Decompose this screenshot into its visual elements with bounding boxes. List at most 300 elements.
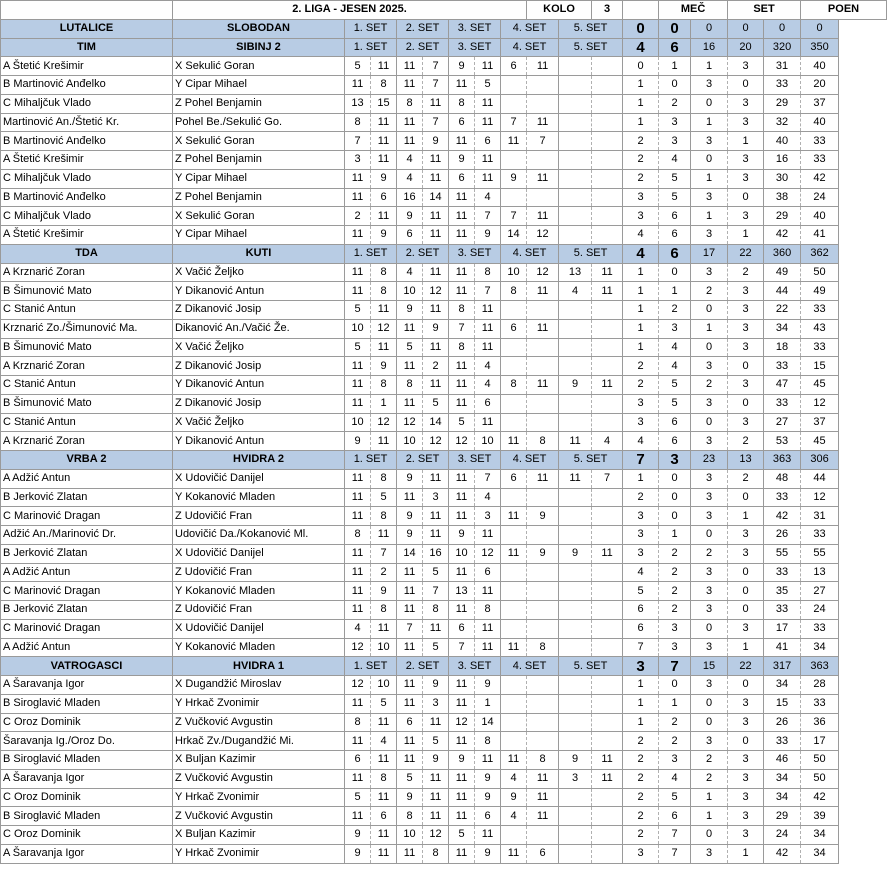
set-score-away: 11 bbox=[527, 57, 559, 76]
set-score-home: 11 bbox=[501, 844, 527, 863]
home-player: C Mihaljčuk Vlado bbox=[1, 169, 173, 188]
set-score-away bbox=[527, 488, 559, 507]
running-match-away: 5 bbox=[659, 376, 691, 395]
points-home: 53 bbox=[764, 432, 801, 451]
sets-won-away: 3 bbox=[728, 207, 764, 226]
sets-won-away: 3 bbox=[728, 413, 764, 432]
set-score-away: 11 bbox=[475, 582, 501, 601]
home-player: A Šaravanja Igor bbox=[1, 676, 173, 695]
home-player: B Martinović Anđelko bbox=[1, 188, 173, 207]
game-row bbox=[1, 694, 887, 713]
match-score-home: 3 bbox=[623, 657, 659, 676]
set-score-away: 11 bbox=[475, 301, 501, 320]
set-score-away: 11 bbox=[475, 338, 501, 357]
running-match-away: 3 bbox=[659, 132, 691, 151]
set-score-home: 10 bbox=[397, 826, 423, 845]
set-score-home: 8 bbox=[345, 526, 371, 545]
game-row bbox=[1, 282, 887, 301]
set-score-home bbox=[559, 488, 592, 507]
running-match-home: 1 bbox=[623, 76, 659, 95]
points-home: 24 bbox=[764, 826, 801, 845]
sets-won-away: 3 bbox=[728, 282, 764, 301]
set-score-home: 8 bbox=[449, 94, 475, 113]
set-score-away bbox=[527, 713, 559, 732]
set-label: 4. SET bbox=[501, 451, 559, 470]
points-home: 48 bbox=[764, 469, 801, 488]
set-label: 2. SET bbox=[397, 38, 449, 57]
set-score-away: 11 bbox=[423, 788, 449, 807]
sets-won-away: 0 bbox=[728, 732, 764, 751]
set-score-home: 10 bbox=[345, 413, 371, 432]
set-score-away: 2 bbox=[371, 563, 397, 582]
points-away: 33 bbox=[801, 151, 839, 170]
set-score-away bbox=[592, 619, 623, 638]
set-score-home: 11 bbox=[449, 601, 475, 620]
away-player: Z Vučković Avgustin bbox=[173, 769, 345, 788]
title-row bbox=[1, 1, 887, 20]
set-score-home bbox=[559, 601, 592, 620]
match-score-home: 4 bbox=[623, 244, 659, 263]
running-match-home: 2 bbox=[623, 132, 659, 151]
sets-won-away: 1 bbox=[728, 638, 764, 657]
set-score-away: 9 bbox=[475, 226, 501, 245]
sets-won-home: 3 bbox=[691, 226, 728, 245]
set-score-away: 8 bbox=[371, 76, 397, 95]
set-score-home: 11 bbox=[397, 563, 423, 582]
set-score-away: 11 bbox=[371, 301, 397, 320]
sets-won-home: 3 bbox=[691, 263, 728, 282]
points-home: 26 bbox=[764, 526, 801, 545]
away-player: X Sekulić Goran bbox=[173, 57, 345, 76]
sets-won-away: 3 bbox=[728, 788, 764, 807]
match-header-row bbox=[1, 244, 887, 263]
match-header-row bbox=[1, 451, 887, 470]
set-score-home bbox=[559, 57, 592, 76]
sets-won-home: 3 bbox=[691, 601, 728, 620]
set-score-away bbox=[527, 94, 559, 113]
sets-won-home: 1 bbox=[691, 57, 728, 76]
set-score-away: 11 bbox=[423, 94, 449, 113]
running-match-away: 5 bbox=[659, 788, 691, 807]
set-score-home bbox=[501, 619, 527, 638]
points-home: 55 bbox=[764, 544, 801, 563]
set-score-home: 10 bbox=[397, 282, 423, 301]
set-score-home bbox=[501, 713, 527, 732]
set-score-away: 9 bbox=[475, 769, 501, 788]
running-match-away: 5 bbox=[659, 394, 691, 413]
game-row bbox=[1, 188, 887, 207]
running-match-away: 3 bbox=[659, 113, 691, 132]
sets-won-home: 3 bbox=[691, 188, 728, 207]
set-score-away: 12 bbox=[371, 319, 397, 338]
away-player: Y Hrkač Zvonimir bbox=[173, 788, 345, 807]
set-score-home: 11 bbox=[397, 732, 423, 751]
set-score-away: 11 bbox=[423, 469, 449, 488]
home-player: A Šaravanja Igor bbox=[1, 769, 173, 788]
points-home: 16 bbox=[764, 151, 801, 170]
set-score-away: 11 bbox=[423, 207, 449, 226]
running-match-home: 1 bbox=[623, 694, 659, 713]
running-match-home: 2 bbox=[623, 751, 659, 770]
set-score-home: 12 bbox=[449, 432, 475, 451]
set-score-away: 12 bbox=[423, 432, 449, 451]
set-score-away bbox=[592, 338, 623, 357]
points-home: 15 bbox=[764, 694, 801, 713]
set-score-away: 9 bbox=[423, 676, 449, 695]
set-score-away: 11 bbox=[423, 807, 449, 826]
away-player: Y Cipar Mihael bbox=[173, 226, 345, 245]
sets-won-home: 3 bbox=[691, 488, 728, 507]
set-score-home: 14 bbox=[501, 226, 527, 245]
set-score-away: 8 bbox=[423, 844, 449, 863]
set-score-away: 6 bbox=[371, 807, 397, 826]
set-total-away: 20 bbox=[728, 38, 764, 57]
sets-won-away: 3 bbox=[728, 769, 764, 788]
sets-won-home: 1 bbox=[691, 788, 728, 807]
running-match-away: 5 bbox=[659, 188, 691, 207]
away-player: X Udovičić Danijel bbox=[173, 619, 345, 638]
set-score-away: 4 bbox=[475, 357, 501, 376]
points-home: 40 bbox=[764, 132, 801, 151]
set-score-away bbox=[592, 301, 623, 320]
set-score-home: 13 bbox=[449, 582, 475, 601]
game-row bbox=[1, 319, 887, 338]
game-row bbox=[1, 113, 887, 132]
sets-won-away: 3 bbox=[728, 751, 764, 770]
game-row bbox=[1, 488, 887, 507]
set-score-home: 11 bbox=[397, 582, 423, 601]
game-row bbox=[1, 526, 887, 545]
set-score-away: 11 bbox=[527, 113, 559, 132]
set-score-away: 10 bbox=[371, 638, 397, 657]
away-player: X Sekulić Goran bbox=[173, 207, 345, 226]
running-match-away: 2 bbox=[659, 732, 691, 751]
set-score-away bbox=[592, 788, 623, 807]
set-score-home: 11 bbox=[345, 263, 371, 282]
set-score-away: 8 bbox=[371, 376, 397, 395]
sets-won-away: 0 bbox=[728, 357, 764, 376]
running-match-away: 4 bbox=[659, 357, 691, 376]
set-score-home: 10 bbox=[501, 263, 527, 282]
set-score-away: 8 bbox=[527, 432, 559, 451]
points-home: 33 bbox=[764, 563, 801, 582]
away-player: Hrkač Zv./Dugandžić Mi. bbox=[173, 732, 345, 751]
game-row bbox=[1, 57, 887, 76]
set-score-away: 11 bbox=[592, 282, 623, 301]
running-match-away: 1 bbox=[659, 57, 691, 76]
set-score-away: 11 bbox=[475, 526, 501, 545]
set-label: 1. SET bbox=[345, 451, 397, 470]
set-score-home: 9 bbox=[501, 169, 527, 188]
set-score-home: 11 bbox=[449, 226, 475, 245]
set-score-away bbox=[527, 826, 559, 845]
away-player: X Buljan Kazimir bbox=[173, 751, 345, 770]
set-score-home bbox=[559, 413, 592, 432]
set-score-home bbox=[559, 113, 592, 132]
home-player: B Siroglavić Mladen bbox=[1, 807, 173, 826]
set-score-away: 1 bbox=[371, 394, 397, 413]
set-label: 1. SET bbox=[345, 244, 397, 263]
running-match-home: 2 bbox=[623, 488, 659, 507]
set-label: 1. SET bbox=[345, 657, 397, 676]
sets-won-home: 0 bbox=[691, 526, 728, 545]
sets-won-home: 0 bbox=[691, 619, 728, 638]
set-score-home: 5 bbox=[449, 826, 475, 845]
set-score-home: 3 bbox=[559, 769, 592, 788]
sets-won-away: 1 bbox=[728, 226, 764, 245]
set-score-home: 11 bbox=[345, 394, 371, 413]
home-player: Šaravanja Ig./Oroz Do. bbox=[1, 732, 173, 751]
points-away: 40 bbox=[801, 207, 839, 226]
set-score-home: 11 bbox=[345, 169, 371, 188]
set-score-away bbox=[527, 394, 559, 413]
set-score-away: 6 bbox=[475, 807, 501, 826]
set-total-home: 16 bbox=[691, 38, 728, 57]
running-match-home: 1 bbox=[623, 338, 659, 357]
points-away: 33 bbox=[801, 338, 839, 357]
game-row bbox=[1, 788, 887, 807]
set-total-home: 15 bbox=[691, 657, 728, 676]
points-home: 46 bbox=[764, 751, 801, 770]
set-score-home: 6 bbox=[501, 57, 527, 76]
sets-won-home: 3 bbox=[691, 563, 728, 582]
sets-won-home: 0 bbox=[691, 413, 728, 432]
points-away: 12 bbox=[801, 488, 839, 507]
set-label: 5. SET bbox=[559, 244, 623, 263]
away-player: Z Dikanović Josip bbox=[173, 301, 345, 320]
set-label: 2. SET bbox=[397, 19, 449, 38]
set-score-home bbox=[559, 394, 592, 413]
set-score-home: 9 bbox=[559, 376, 592, 395]
home-player: A Štetić Krešimir bbox=[1, 226, 173, 245]
set-score-home: 12 bbox=[449, 713, 475, 732]
set-score-away bbox=[592, 169, 623, 188]
points-home: 33 bbox=[764, 488, 801, 507]
set-score-away: 3 bbox=[475, 507, 501, 526]
set-score-away bbox=[592, 694, 623, 713]
running-match-away: 3 bbox=[659, 619, 691, 638]
set-score-home bbox=[559, 207, 592, 226]
set-score-away: 9 bbox=[475, 844, 501, 863]
running-match-home: 1 bbox=[623, 469, 659, 488]
set-score-away: 11 bbox=[475, 619, 501, 638]
sets-won-home: 3 bbox=[691, 394, 728, 413]
points-total-home: 360 bbox=[764, 244, 801, 263]
set-score-away: 11 bbox=[371, 826, 397, 845]
set-score-away: 8 bbox=[527, 638, 559, 657]
match-header-row bbox=[1, 38, 887, 57]
game-row bbox=[1, 169, 887, 188]
set-score-home: 11 bbox=[501, 638, 527, 657]
set-label: 2. SET bbox=[397, 451, 449, 470]
sets-won-away: 3 bbox=[728, 376, 764, 395]
set-score-away: 4 bbox=[371, 732, 397, 751]
set-score-home: 11 bbox=[501, 432, 527, 451]
set-score-away: 4 bbox=[592, 432, 623, 451]
set-score-away: 11 bbox=[423, 226, 449, 245]
points-home: 33 bbox=[764, 76, 801, 95]
home-player: B Jerković Zlatan bbox=[1, 601, 173, 620]
set-score-home: 11 bbox=[449, 563, 475, 582]
set-score-home bbox=[501, 76, 527, 95]
set-score-home: 11 bbox=[449, 188, 475, 207]
set-score-home: 11 bbox=[397, 844, 423, 863]
running-match-home: 1 bbox=[623, 319, 659, 338]
set-score-home: 7 bbox=[345, 132, 371, 151]
set-score-away: 5 bbox=[371, 694, 397, 713]
set-score-home bbox=[501, 338, 527, 357]
set-score-home: 11 bbox=[449, 132, 475, 151]
running-match-away: 4 bbox=[659, 151, 691, 170]
sets-won-away: 3 bbox=[728, 113, 764, 132]
set-score-away: 14 bbox=[423, 413, 449, 432]
set-score-away: 10 bbox=[371, 676, 397, 695]
set-score-away: 11 bbox=[371, 151, 397, 170]
set-score-home: 4 bbox=[397, 169, 423, 188]
set-score-home bbox=[501, 151, 527, 170]
set-total-home: 23 bbox=[691, 451, 728, 470]
set-score-home: 11 bbox=[345, 488, 371, 507]
set-label: 5. SET bbox=[559, 657, 623, 676]
set-score-home: 7 bbox=[501, 113, 527, 132]
set-score-home bbox=[559, 732, 592, 751]
set-score-away bbox=[592, 357, 623, 376]
set-score-away bbox=[592, 582, 623, 601]
set-score-home: 11 bbox=[345, 357, 371, 376]
away-player: Y Kokanović Mladen bbox=[173, 582, 345, 601]
set-score-home bbox=[559, 582, 592, 601]
running-match-home: 2 bbox=[623, 357, 659, 376]
away-player: Dikanović An./Vačić Že. bbox=[173, 319, 345, 338]
set-score-home: 11 bbox=[345, 188, 371, 207]
points-home: 38 bbox=[764, 188, 801, 207]
set-score-home: 12 bbox=[397, 413, 423, 432]
sets-won-home: 3 bbox=[691, 582, 728, 601]
set-score-away bbox=[527, 76, 559, 95]
match-score-away: 6 bbox=[659, 244, 691, 263]
running-match-home: 3 bbox=[623, 844, 659, 863]
points-away: 33 bbox=[801, 132, 839, 151]
set-label: 2. SET bbox=[397, 244, 449, 263]
set-score-away: 8 bbox=[475, 732, 501, 751]
set-score-home: 11 bbox=[449, 394, 475, 413]
sets-won-home: 1 bbox=[691, 319, 728, 338]
set-score-home: 9 bbox=[559, 751, 592, 770]
sets-won-away: 0 bbox=[728, 488, 764, 507]
set-score-away bbox=[527, 732, 559, 751]
home-player: C Marinović Dragan bbox=[1, 507, 173, 526]
set-score-home: 9 bbox=[501, 788, 527, 807]
away-team: SIBINJ 2 bbox=[173, 38, 345, 57]
set-score-away: 8 bbox=[475, 601, 501, 620]
set-score-home: 11 bbox=[345, 601, 371, 620]
set-score-away: 9 bbox=[527, 507, 559, 526]
sets-won-home: 2 bbox=[691, 282, 728, 301]
set-score-away: 7 bbox=[371, 544, 397, 563]
set-score-home bbox=[501, 694, 527, 713]
sets-won-away: 3 bbox=[728, 544, 764, 563]
running-match-away: 1 bbox=[659, 694, 691, 713]
set-score-away: 9 bbox=[371, 226, 397, 245]
set-label: 4. SET bbox=[501, 244, 559, 263]
sets-won-home: 2 bbox=[691, 751, 728, 770]
set-score-home: 11 bbox=[449, 263, 475, 282]
sets-won-home: 1 bbox=[691, 169, 728, 188]
set-score-home: 9 bbox=[559, 544, 592, 563]
set-label: 5. SET bbox=[559, 38, 623, 57]
points-away: 37 bbox=[801, 413, 839, 432]
set-score-away: 4 bbox=[475, 376, 501, 395]
game-row bbox=[1, 619, 887, 638]
set-score-away: 11 bbox=[475, 413, 501, 432]
sets-won-home: 0 bbox=[691, 826, 728, 845]
home-player: A Krznarić Zoran bbox=[1, 357, 173, 376]
running-match-home: 2 bbox=[623, 807, 659, 826]
set-score-home: 11 bbox=[397, 638, 423, 657]
match-header-row bbox=[1, 19, 887, 38]
set-score-away: 11 bbox=[592, 544, 623, 563]
game-row bbox=[1, 469, 887, 488]
running-match-away: 7 bbox=[659, 826, 691, 845]
sets-won-away: 2 bbox=[728, 432, 764, 451]
set-score-home: 11 bbox=[397, 76, 423, 95]
points-away: 12 bbox=[801, 394, 839, 413]
home-player: A Šaravanja Igor bbox=[1, 844, 173, 863]
away-player: Z Udovičić Fran bbox=[173, 507, 345, 526]
game-row bbox=[1, 732, 887, 751]
set-score-away: 7 bbox=[475, 282, 501, 301]
game-row bbox=[1, 432, 887, 451]
set-score-away: 11 bbox=[527, 376, 559, 395]
points-home: 35 bbox=[764, 582, 801, 601]
set-score-home: 11 bbox=[345, 807, 371, 826]
home-player: Martinović An./Štetić Kr. bbox=[1, 113, 173, 132]
points-home: 27 bbox=[764, 413, 801, 432]
set-score-away bbox=[592, 732, 623, 751]
set-score-away: 10 bbox=[475, 432, 501, 451]
match-score-away: 6 bbox=[659, 38, 691, 57]
away-player: Z Pohel Benjamin bbox=[173, 188, 345, 207]
running-match-home: 1 bbox=[623, 301, 659, 320]
set-score-home: 11 bbox=[345, 376, 371, 395]
running-match-away: 3 bbox=[659, 638, 691, 657]
running-match-away: 0 bbox=[659, 488, 691, 507]
game-row bbox=[1, 844, 887, 863]
set-score-away: 6 bbox=[371, 188, 397, 207]
away-player: Y Hrkač Zvonimir bbox=[173, 844, 345, 863]
set-score-away: 16 bbox=[423, 544, 449, 563]
running-match-away: 0 bbox=[659, 76, 691, 95]
set-score-home: 5 bbox=[345, 301, 371, 320]
set-score-home: 11 bbox=[449, 282, 475, 301]
set-score-away bbox=[527, 413, 559, 432]
away-player: X Sekulić Goran bbox=[173, 132, 345, 151]
game-row bbox=[1, 713, 887, 732]
set-score-away: 11 bbox=[592, 376, 623, 395]
set-score-away: 11 bbox=[423, 507, 449, 526]
points-home: 17 bbox=[764, 619, 801, 638]
set-score-away: 6 bbox=[475, 563, 501, 582]
set-score-away: 7 bbox=[527, 132, 559, 151]
points-away: 36 bbox=[801, 713, 839, 732]
set-score-home: 4 bbox=[397, 151, 423, 170]
set-score-home bbox=[501, 94, 527, 113]
set-score-away bbox=[527, 301, 559, 320]
running-match-away: 6 bbox=[659, 207, 691, 226]
sets-won-home: 3 bbox=[691, 844, 728, 863]
points-away: 42 bbox=[801, 169, 839, 188]
set-score-home: 7 bbox=[501, 207, 527, 226]
